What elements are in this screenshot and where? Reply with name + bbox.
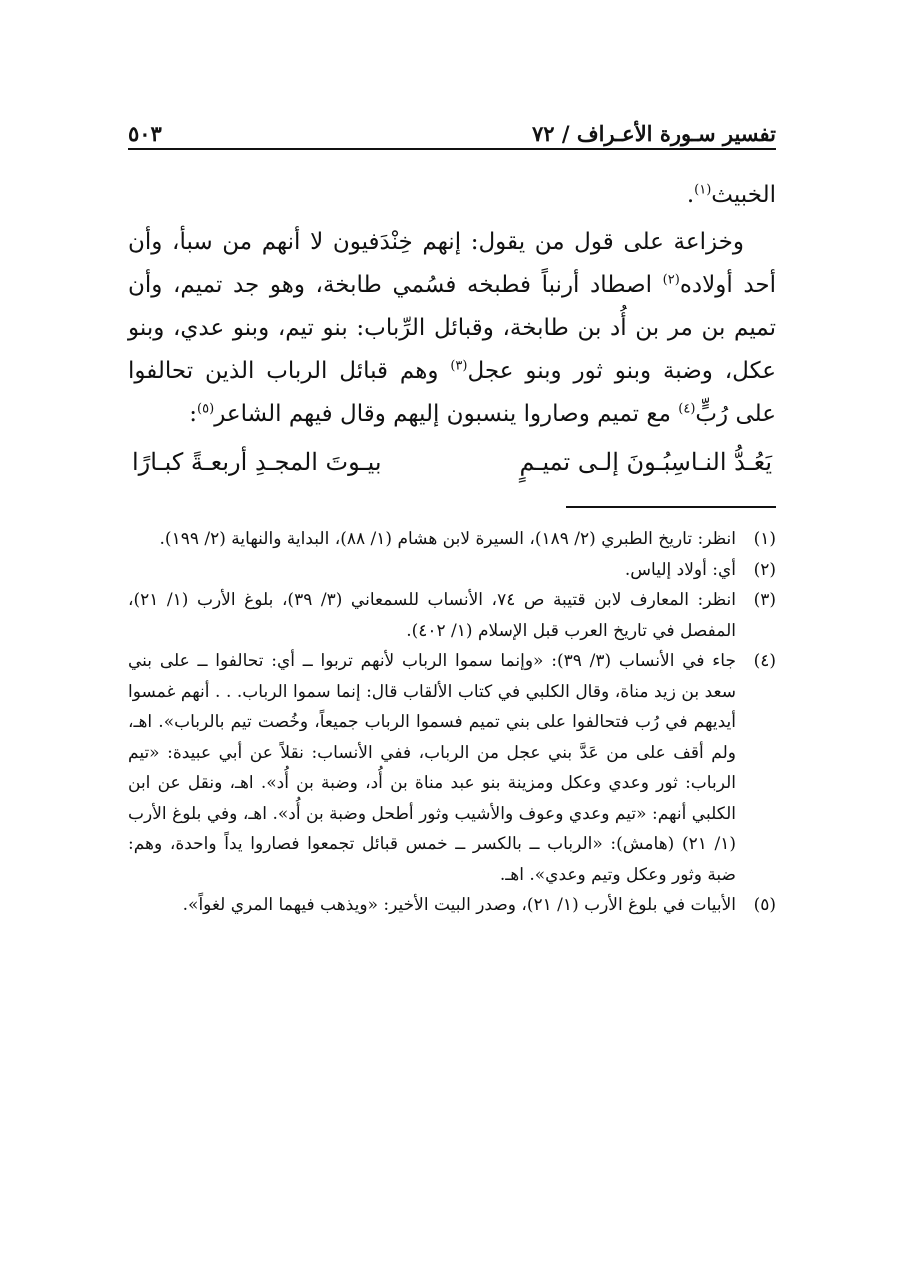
footnote-1 [128,524,776,555]
footnote-2 [128,555,776,586]
text-segment: وهم قبائل الرباب الذين تحالفوا على رُبٍّ [128,358,776,427]
footnote-4 [128,646,776,890]
footnote-number: (١) [753,529,776,549]
footnote-ref-2: (٢) [662,272,680,288]
footnote-text: انظر: تاريخ الطبري (٢/ ١٨٩)، السيرة لابن هشام (١/ ٨٨)، البداية والنهاية (٢/ ١٩٩). [159,529,736,549]
footnote-text: أي: أولاد إلياس. [624,559,736,580]
footnote-text: جاء في الأنساب (٣/ ٣٩): «وإنما سموا الرباب لأنهم تربوا ــ أي: تحالفوا ــ على بني سعد بن زيد مناة، وقال الكلبي في كتاب الألقاب قال: إنما سموا الرباب. . . أنهم غمسوا أيديهم في رُب فتحالفوا على بني تميم فسموا الرباب جميعاً، وخُصت تيم بالرباب». اهـ، ولم أقف على من عَدَّ بني عجل من الرباب، ففي الأنساب: نقلاً عن أبي عبيدة: «تيم الرباب: ثور وعدي وعكل ومزينة بنو عبد مناة بن أُد، وضبة بن أُد». اهـ، ونقل عن ابن الكلبي أنهم: «تيم وعدي وعوف والأشيب وثور أطحل وضبة بن أُد». اهـ، وفي بلوغ الأرب (١/ ٢١) (هامش): «الرباب ــ بالكسر ــ خمس قبائل تجمعوا فصاروا يداً واحدة، وهم: ضبة وثور وعكل وتيم وعدي». اهـ. [128,651,736,885]
page-number: ٥٠٣ [128,121,162,146]
text-segment: اصطاد أرنباً فطبخه فسُمي طابخة، وهو جد تميم، وأن تميم بن مر بن أُد بن طابخة، وقبائل الرِّباب: بنو تيم، وبنو عدي، وبنو عكل، وضبة وبنو ثور وبنو عجل [128,272,776,384]
footnote-number: (٤) [753,651,776,671]
footnote-number: (٣) [753,590,776,610]
running-header [128,108,776,150]
footnote-ref-5: (٥) [197,401,215,417]
footnote-3 [128,585,776,646]
footnotes [128,524,776,921]
poem-verse [128,448,776,476]
footnote-ref-3: (٣) [450,358,468,374]
footnote-ref-1: (١) [694,182,712,198]
text-segment: : [189,401,198,427]
footnote-text: انظر: المعارف لابن قتيبة ص ٧٤، الأنساب للسمعاني (٣/ ٣٩)، بلوغ الأرب (١/ ٢١)، المفصل في تاريخ العرب قبل الإسلام (١/ ٤٠٢). [128,590,736,641]
text-segment: الخبيث [711,182,776,208]
footnote-separator [566,506,776,508]
footnote-number: (٥) [753,895,776,915]
text-segment: مع تميم وصاروا ينسبون إليهم وقال فيهم الشاعر [214,401,679,427]
verse-first-hemistich: يَعُـدُّ النـاسِبُـونَ إلـى تميـمٍ [519,448,772,476]
footnote-ref-4: (٤) [678,401,696,417]
footnote-text: الأبيات في بلوغ الأرب (١/ ٢١)، وصدر البيت الأخير: «ويذهب فيهما المري لغواً». [182,895,736,915]
page [128,108,776,921]
paragraph-2 [128,221,776,436]
text-segment: . [686,182,695,208]
text-segment: وخزاعة على قول من يقول: إنهم خِنْدَفيون لا أنهم من سبأ، وأن أحد أولاده [128,229,776,298]
paragraph-1 [128,174,776,217]
running-title: تفسير سـورة الأعـراف / ٧٢ [531,121,776,146]
footnote-number: (٢) [753,559,776,580]
main-text [128,174,776,436]
footnote-5 [128,890,776,921]
verse-second-hemistich: بيـوتَ المجـدِ أربعـةً كبـارًا [132,448,382,476]
